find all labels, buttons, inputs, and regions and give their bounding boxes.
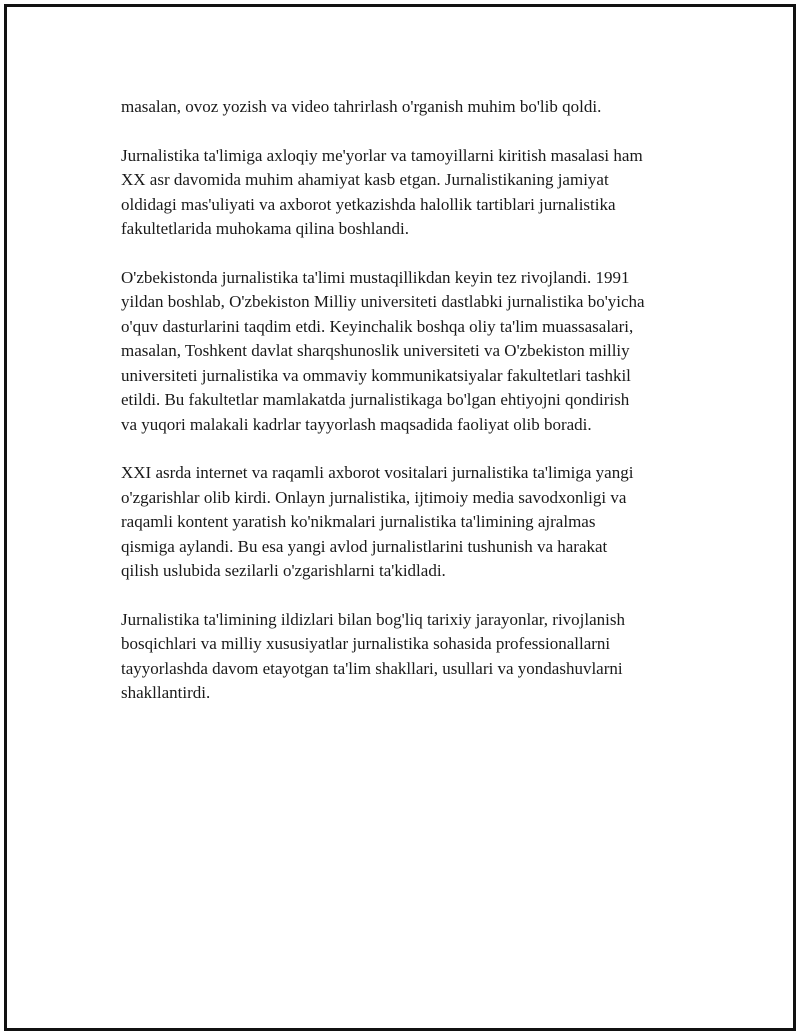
document-body	[121, 95, 711, 730]
paragraph-4: XXI asrda internet va raqamli axborot vositalari jurnalistika ta'limiga yangi o'zgarishlar olib kirdi. Onlayn jurnalistika, ijtimoiy media savodxonligi va raqamli kontent yaratish ko'nikmalari jurnalistika ta'limining ajralmas qismiga aylandi. Bu esa yangi avlod jurnalistlarini tushunish va harakat qilish uslubida sezilarli o'zgarishlarni ta'kidladi.	[121, 463, 634, 580]
document-page	[4, 4, 796, 1031]
paragraph-5: Jurnalistika ta'limining ildizlari bilan bog'liq tarixiy jarayonlar, rivojlanish bosqichlari va milliy xususiyatlar jurnalistika sohasida professionallarni tayyorlashda davom etayotgan ta'lim shakllari, usullari va yondashuvlarni shakllantirdi.	[121, 609, 626, 702]
paragraph-2: Jurnalistika ta'limiga axloqiy me'yorlar va tamoyillarni kiritish masalasi ham XX asr davomida muhim ahamiyat kasb etgan. Jurnalistikaning jamiyat oldidagi mas'uliyati va axborot yetkazishda halollik tartiblari jurnalistika fakultetlarida muhokama qilina boshlandi.	[121, 145, 643, 238]
paragraph-3: O'zbekistonda jurnalistika ta'limi mustaqillikdan keyin tez rivojlandi. 1991 yildan boshlab, O'zbekiston Milliy universiteti dastlabki jurnalistika bo'yicha o'quv dasturlarini taqdim etdi. Keyinchalik boshqa oliy ta'lim muassasalari, masalan, Toshkent davlat sharqshunoslik universiteti va O'zbekiston milliy universiteti jurnalistika va ommaviy kommunikatsiyalar fakultetlari tashkil etildi. Bu fakultetlar mamlakatda jurnalistikaga bo'lgan ehtiyojni qondirish va yuqori malakali kadrlar tayyorlash maqsadida faoliyat olib boradi.	[121, 267, 645, 434]
paragraph-1: masalan, ovoz yozish va video tahrirlash o'rganish muhim bo'lib qoldi.	[121, 97, 602, 116]
